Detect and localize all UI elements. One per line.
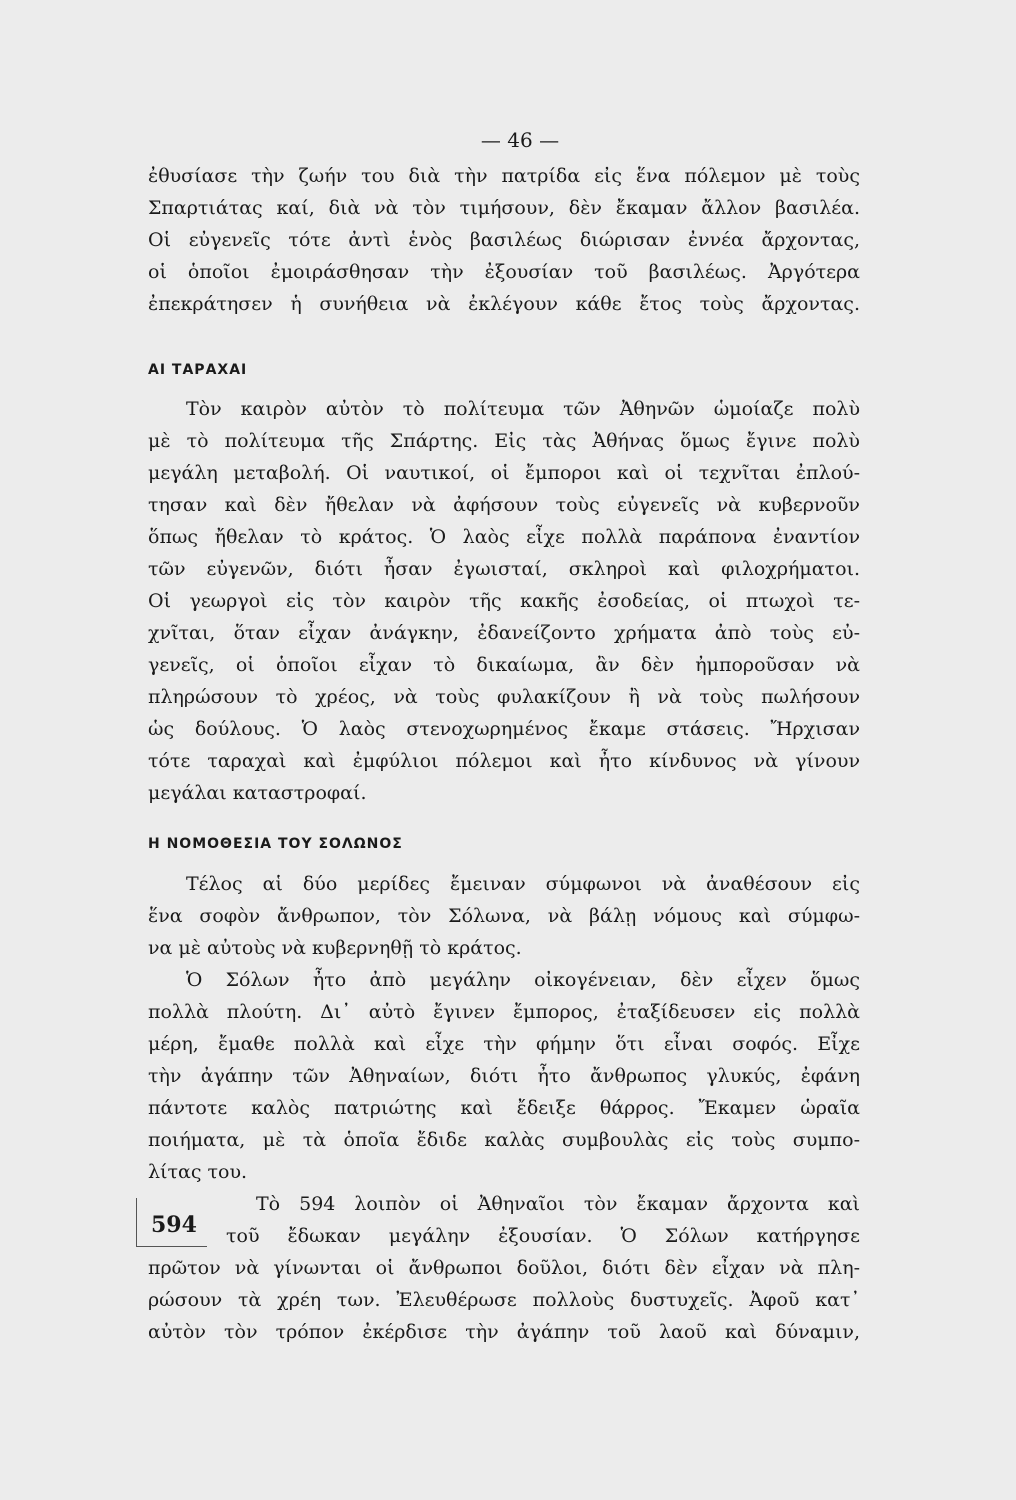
section-heading-unrest: ΑΙ ΤΑΡΑΧΑΙ bbox=[148, 362, 248, 378]
text-line: μεγάλη μεταβολή. Οἱ ναυτικοί, οἱ ἔμποροι καὶ οἱ τεχνῖται ἐπλού- bbox=[148, 462, 860, 484]
text-line: γενεῖς, οἱ ὁποῖοι εἶχαν τὸ δικαίωμα, ἂν δὲν ἠμποροῦσαν νὰ bbox=[148, 654, 860, 676]
year-margin-note bbox=[136, 1198, 207, 1247]
text-line: ρώσουν τὰ χρέη των. Ἐλευθέρωσε πολλοὺς δυστυχεῖς. Ἀφοῦ κατ᾽ bbox=[148, 1289, 860, 1311]
text-line: Σπαρτιάτας καί, διὰ νὰ τὸν τιμήσουν, δὲν ἔκαμαν ἄλλον βασιλέα. bbox=[148, 197, 860, 219]
paragraph-594-indented bbox=[226, 1188, 860, 1252]
text-line: Οἱ γεωργοὶ εἰς τὸν καιρὸν τῆς κακῆς ἐσοδείας, οἱ πτωχοὶ τε- bbox=[148, 590, 860, 612]
text-line: ποιήματα, μὲ τὰ ὁποῖα ἔδιδε καλὰς συμβουλὰς εἰς τοὺς συμπο- bbox=[148, 1129, 860, 1151]
text-line: ἐπεκράτησεν ἡ συνήθεια νὰ ἐκλέγουν κάθε ἔτος τοὺς ἄρχοντας. bbox=[148, 293, 860, 315]
paragraph-594 bbox=[148, 1252, 860, 1348]
text-line: πληρώσουν τὸ χρέος, νὰ τοὺς φυλακίζουν ἢ νὰ τοὺς πωλήσουν bbox=[148, 686, 860, 708]
text-line: Ὁ Σόλων ἦτο ἀπὸ μεγάλην οἰκογένειαν, δὲν εἶχεν ὅμως bbox=[186, 969, 860, 991]
text-line: Τὸ 594 λοιπὸν οἱ Ἀθηναῖοι τὸν ἔκαμαν ἄρχοντα καὶ bbox=[256, 1193, 860, 1215]
text-line: τησαν καὶ δὲν ἤθελαν νὰ ἀφήσουν τοὺς εὐγενεῖς νὰ κυβερνοῦν bbox=[148, 494, 860, 516]
year-label: 594 bbox=[151, 1212, 197, 1238]
text-line: ἕνα σοφὸν ἄνθρωπον, τὸν Σόλωνα, νὰ βάλῃ νόμους καὶ σύμφω- bbox=[148, 905, 860, 927]
text-line: Οἱ εὐγενεῖς τότε ἀντὶ ἑνὸς βασιλέως διώρισαν ἐννέα ἄρχοντας, bbox=[148, 229, 860, 251]
paragraph-intro bbox=[148, 160, 860, 320]
text-line: λίτας του. bbox=[148, 1161, 248, 1183]
text-line: Τέλος αἱ δύο μερίδες ἔμειναν σύμφωνοι νὰ ἀναθέσουν εἰς bbox=[186, 873, 860, 895]
text-line: χνῖται, ὅταν εἶχαν ἀνάγκην, ἐδανείζοντο χρήματα ἀπὸ τοὺς εὐ- bbox=[148, 622, 860, 644]
text-line: μὲ τὸ πολίτευμα τῆς Σπάρτης. Εἰς τὰς Ἀθήνας ὅμως ἔγινε πολὺ bbox=[148, 430, 860, 452]
paragraph-unrest bbox=[148, 393, 860, 809]
text-line: μέρη, ἔμαθε πολλὰ καὶ εἶχε τὴν φήμην ὅτι εἶναι σοφός. Εἶχε bbox=[148, 1033, 860, 1055]
text-line: οἱ ὁποῖοι ἐμοιράσθησαν τὴν ἐξουσίαν τοῦ βασιλέως. Ἀργότερα bbox=[148, 261, 860, 283]
text-line: πρῶτον νὰ γίνωνται οἱ ἄνθρωποι δοῦλοι, διότι δὲν εἶχαν νὰ πλη- bbox=[148, 1257, 860, 1279]
text-line: ὅπως ἤθελαν τὸ κράτος. Ὁ λαὸς εἶχε πολλὰ παράπονα ἐναντίον bbox=[148, 526, 860, 548]
text-line: πάντοτε καλὸς πατριώτης καὶ ἔδειξε θάρρος. Ἔκαμεν ὡραῖα bbox=[148, 1097, 860, 1119]
text-line: τῶν εὐγενῶν, διότι ἦσαν ἐγωισταί, σκληροὶ καὶ φιλοχρήματοι. bbox=[148, 558, 860, 580]
text-line: μεγάλαι καταστροφαί. bbox=[148, 782, 367, 804]
text-line: αὐτὸν τὸν τρόπον ἐκέρδισε τὴν ἀγάπην τοῦ λαοῦ καὶ δύναμιν, bbox=[148, 1321, 860, 1343]
paragraph-solon bbox=[148, 868, 860, 1188]
text-line: Τὸν καιρὸν αὐτὸν τὸ πολίτευμα τῶν Ἀθηνῶν ὡμοίαζε πολὺ bbox=[186, 398, 860, 420]
text-line: τοῦ ἔδωκαν μεγάλην ἐξουσίαν. Ὁ Σόλων κατήργησε bbox=[226, 1225, 860, 1247]
text-line: να μὲ αὐτοὺς νὰ κυβερνηθῇ τὸ κράτος. bbox=[148, 937, 522, 959]
text-line: πολλὰ πλούτη. Δι᾽ αὐτὸ ἔγινεν ἔμπορος, ἐταξίδευσεν εἰς πολλὰ bbox=[148, 1001, 860, 1023]
text-line: τότε ταραχαὶ καὶ ἐμφύλιοι πόλεμοι καὶ ἦτο κίνδυνος νὰ γίνουν bbox=[148, 750, 860, 772]
text-line: τὴν ἀγάπην τῶν Ἀθηναίων, διότι ἦτο ἄνθρωπος γλυκύς, ἐφάνη bbox=[148, 1065, 860, 1087]
text-line: ὡς δούλους. Ὁ λαὸς στενοχωρημένος ἔκαμε στάσεις. Ἤρχισαν bbox=[148, 718, 860, 740]
text-line: ἐθυσίασε τὴν ζωήν του διὰ τὴν πατρίδα εἰς ἕνα πόλεμον μὲ τοὺς bbox=[148, 165, 860, 187]
page-number: — 46 — bbox=[480, 128, 560, 152]
section-heading-solon: Η ΝΟΜΟΘΕΣΙΑ ΤΟΥ ΣΟΛΩΝΟΣ bbox=[148, 836, 403, 852]
